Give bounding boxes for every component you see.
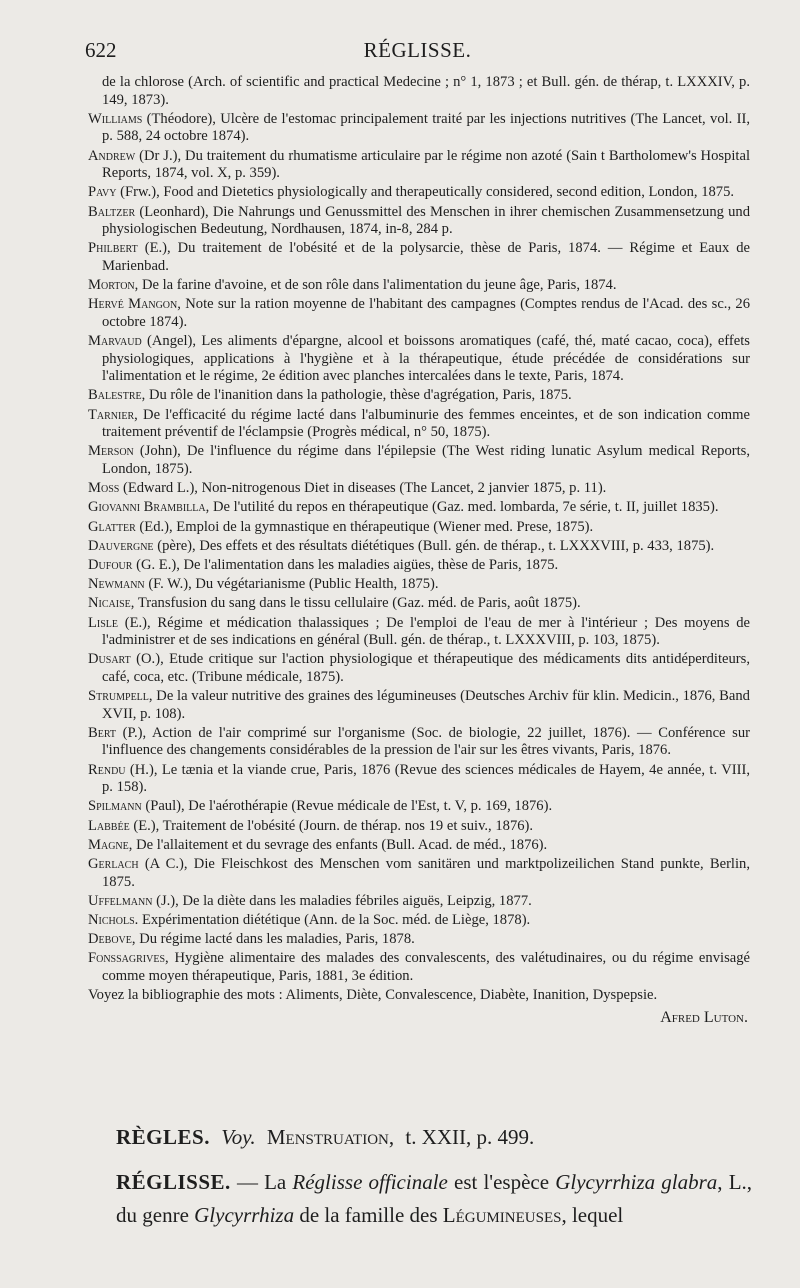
entry-author: Rendu <box>88 761 126 778</box>
entry-author: Glatter <box>88 518 136 535</box>
bibliography-entry <box>88 818 750 836</box>
entry-author: Strumpell, <box>88 688 153 705</box>
reglisse-text-d: Glycyrrhiza glabra <box>555 1170 718 1194</box>
bibliography-entry <box>88 762 750 797</box>
bibliography-entry <box>88 987 750 1005</box>
reglisse-text-e: , L., du genre <box>116 1170 753 1227</box>
entry-text: (O.), Etude critique sur l'action physiologique et thérapeutique des médicaments dits antidéperditeurs, café, coca, etc. (Tribune médicale, 1875). <box>102 651 750 685</box>
bibliography-entry <box>88 798 750 816</box>
entry-text: Transfusion du sang dans le tissu cellulaire (Gaz. méd. de Paris, août 1875). <box>137 595 581 612</box>
bibliography-entry <box>88 480 750 498</box>
bibliography-entry <box>88 184 750 202</box>
entry-text: (F. W.), Du végétarianisme (Public Health, 1875). <box>148 576 439 593</box>
entry-author: Newmann <box>88 576 145 593</box>
entry-author: Dufour <box>88 556 133 573</box>
page-header <box>85 38 750 68</box>
reglisse-text-h: Légumineuses, <box>442 1203 567 1227</box>
entry-text: (Paul), De l'aérothérapie (Revue médicale de l'Est, t. V, p. 169, 1876). <box>145 798 553 815</box>
entry-author: Spilmann <box>88 798 142 815</box>
entry-text: De l'allaitement et du sevrage des enfants (Bull. Acad. de méd., 1876). <box>136 836 548 853</box>
entry-author: Labbée <box>88 817 130 834</box>
entry-text: Note sur la ration moyenne de l'habitant des campagnes (Comptes rendus de l'Acad. des sc., 26 octobre 1874). <box>102 296 751 330</box>
bibliography-entry <box>88 296 750 331</box>
bibliography-entry <box>88 557 750 575</box>
entry-author: Andrew <box>88 147 136 164</box>
reglisse-text-g: de la famille des <box>294 1203 443 1227</box>
author-signature: Afred Luton. <box>660 1008 748 1026</box>
entry-author: Nicaise, <box>88 595 135 612</box>
reglisse-text-f: Glycyrrhiza <box>194 1203 295 1227</box>
entry-author: Bert <box>88 724 117 741</box>
entry-author: Nichols. <box>88 911 139 928</box>
bibliography-entry <box>88 204 750 239</box>
entry-text: De l'efficacité du régime lacté dans l'albuminurie des femmes enceintes, et de son indication comme traitement préventif de l'éclampsie (Progrès médical, n° 50, 1875). <box>102 406 750 441</box>
regles-voy: Voy. <box>221 1125 256 1149</box>
bibliography-entry <box>88 111 750 146</box>
bibliography-entry <box>88 499 750 517</box>
entry-author: Marvaud <box>88 333 142 350</box>
bibliography-entry <box>88 443 750 478</box>
bibliography-entry <box>88 950 750 985</box>
bibliography-entry <box>88 893 750 911</box>
entry-text: (E.), Régime et médication thalassiques ; De l'emploi de l'eau de mer à l'intérieur ; Des moyens de l'administrer et de ses indications en général (Bull. gén. de thérap., t. LXXXVIII, p. 103, 1875). <box>102 614 751 649</box>
entry-text: (Frw.), Food and Dietetics physiologically and therapeutically considered, second edition, London, 1875. <box>120 184 735 201</box>
entry-author: Moss <box>88 480 120 497</box>
page-number: 622 <box>85 38 117 62</box>
entry-text: (John), De l'influence du régime dans l'épilepsie (The West riding lunatic Asylum medical Reports, London, 1875). <box>102 443 750 477</box>
running-title: RÉGLISSE. <box>363 38 472 62</box>
entry-text: (Dr J.), Du traitement du rhumatisme articulaire par le régime non azoté (Sain t Bartholomew's Hospital Reports, 1874, vol. X, p. 359). <box>102 147 750 182</box>
entry-text: de la chlorose (Arch. of scientific and practical Medecine ; n° 1, 1873 ; et Bull. gén. de thérap, t. LXXXIV, p. 149, 1873). <box>102 74 750 108</box>
bibliography-entry <box>88 576 750 594</box>
entry-author: Merson <box>88 443 134 460</box>
entry-text: Voyez la bibliographie des mots : Aliments, Diète, Convalescence, Diabète, Inanition, Dyspepsie. <box>88 987 658 1004</box>
bibliography-entry <box>88 688 750 723</box>
entry-text: Hygiène alimentaire des malades des convalescents, des valétudinaires, ou du régime envisagé comme moyen thérapeutique, Paris, 1881, 3e édition. <box>102 950 750 984</box>
entry-text: De la valeur nutritive des graines des légumineuses (Deutsches Archiv für klin. Medicin., 1876, Band XVII, p. 108). <box>102 688 750 722</box>
reglisse-text-a: — La <box>230 1170 293 1194</box>
entry-text: De la farine d'avoine, et de son rôle dans l'alimentation du jeune âge, Paris, 1874. <box>141 277 617 294</box>
entry-author: Baltzer <box>88 203 136 220</box>
bibliography-entry <box>88 74 750 109</box>
entry-author: Uffelmann <box>88 892 153 909</box>
entry-author: Philbert <box>88 240 138 257</box>
reglisse-headword: RÉGLISSE. <box>116 1170 231 1194</box>
entry-text: (Leonhard), Die Nahrungs und Genussmittel des Menschen in ihrer chemischen Zusammensetzung und physiologischen Bedeutung, Nordhausen, 1874, in-8, 284 p. <box>102 203 751 238</box>
entry-text: (E.), Traitement de l'obésité (Journ. de thérap. nos 19 et suiv., 1876). <box>133 817 534 834</box>
entry-text: (Ed.), Emploi de la gymnastique en thérapeutique (Wiener med. Prese, 1875). <box>139 518 594 535</box>
entry-text: (Théodore), Ulcère de l'estomac principalement traité par les injections nutritives (The Lancet, vol. II, p. 588, 24 octobre 1874). <box>102 110 750 145</box>
bibliography-list <box>88 74 750 1026</box>
entry-text: (P.), Action de l'air comprimé sur l'organisme (Soc. de biologie, 22 juillet, 1876). — Conférence sur l'influence des changements considérables de la pression de l'air sur les êtres vivants, Paris, 1876. <box>102 724 750 759</box>
entry-text: De l'utilité du repos en thérapeutique (Gaz. med. lombarda, 7e série, t. II, juillet 1835). <box>212 499 719 516</box>
bibliography-entry <box>88 931 750 949</box>
bibliography-entry <box>88 651 750 686</box>
entry-author: Fonssagrives, <box>88 950 169 967</box>
reglisse-text-i: lequel <box>566 1203 624 1227</box>
entry-author: Gerlach <box>88 855 139 872</box>
entry-author: Dauvergne <box>88 537 154 554</box>
entry-author: Tarnier, <box>88 406 138 423</box>
entry-text: (E.), Du traitement de l'obésité et de la polysarcie, thèse de Paris, 1874. — Régime et Eaux de Marienbad. <box>102 240 750 274</box>
regles-reference: t. XXII, p. 499. <box>405 1125 535 1149</box>
bibliography-entry <box>88 333 750 386</box>
regles-reference-word: Menstruation, <box>266 1125 395 1149</box>
bibliography-entry <box>88 856 750 891</box>
bibliography-entry <box>88 407 750 442</box>
bibliography-entry <box>88 519 750 537</box>
reglisse-entry <box>116 1166 752 1232</box>
entry-text: (Angel), Les aliments d'épargne, alcool et boissons aromatiques (café, thé, maté cacao, coca), effets physiologiques, applications à l'hygiène et à la thérapeutique, étude précédée de considérations sur l'alimentation et le régime, 2e édition avec planches intercalées dans le texte, Paris, 1874. <box>102 333 750 385</box>
entry-author: Giovanni Brambilla, <box>88 499 210 516</box>
entry-text: Expérimentation diététique (Ann. de la Soc. méd. de Liège, 1878). <box>141 911 531 928</box>
bibliography-entry <box>88 912 750 930</box>
bibliography-entry <box>88 387 750 405</box>
entry-text: (J.), De la diète dans les maladies fébriles aiguës, Leipzig, 1877. <box>156 892 532 909</box>
entry-text: (H.), Le tænia et la viande crue, Paris, 1876 (Revue des sciences médicales de Hayem, 4e année, t. VIII, p. 158). <box>102 761 750 796</box>
entry-author: Balestre, <box>88 387 146 404</box>
entry-author: Magne, <box>88 836 133 853</box>
entry-text: (A C.), Die Fleischkost des Menschen vom sanitären und marktpolizeilichen Stand punkte, Berlin, 1875. <box>102 855 750 890</box>
entry-text: (G. E.), De l'alimentation dans les maladies aigües, thèse de Paris, 1875. <box>136 556 559 573</box>
reglisse-text-c: est l'espèce <box>447 1170 556 1194</box>
bibliography-entry <box>88 615 750 650</box>
entry-author: Morton, <box>88 277 139 294</box>
bibliography-entry <box>88 277 750 295</box>
regles-entry <box>116 1125 756 1150</box>
entry-text: (Edward L.), Non-nitrogenous Diet in diseases (The Lancet, 2 janvier 1875, p. 11). <box>122 480 607 497</box>
entry-text: Du régime lacté dans les maladies, Paris, 1878. <box>139 931 415 948</box>
bibliography-entry <box>88 538 750 556</box>
regles-headword: RÈGLES. <box>116 1125 210 1149</box>
bibliography-entry <box>88 240 750 275</box>
bibliography-entry <box>88 725 750 760</box>
entry-text: Du rôle de l'inanition dans la pathologie, thèse d'agrégation, Paris, 1875. <box>148 387 572 404</box>
entry-author: Williams <box>88 110 143 127</box>
entry-author: Hervé Mangon, <box>88 296 181 313</box>
entry-author: Dusart <box>88 651 131 668</box>
entry-author: Pavy <box>88 184 117 201</box>
reglisse-text-b: Réglisse officinale <box>292 1170 448 1194</box>
entry-author: Lisle <box>88 614 119 631</box>
entry-author: Debove, <box>88 931 136 948</box>
entry-text: (père), Des effets et des résultats diététiques (Bull. gén. de thérap., t. LXXXVIII, p. 433, 1875). <box>157 537 715 554</box>
bibliography-entry <box>88 837 750 855</box>
bibliography-entry <box>88 148 750 183</box>
bibliography-entry <box>88 595 750 613</box>
